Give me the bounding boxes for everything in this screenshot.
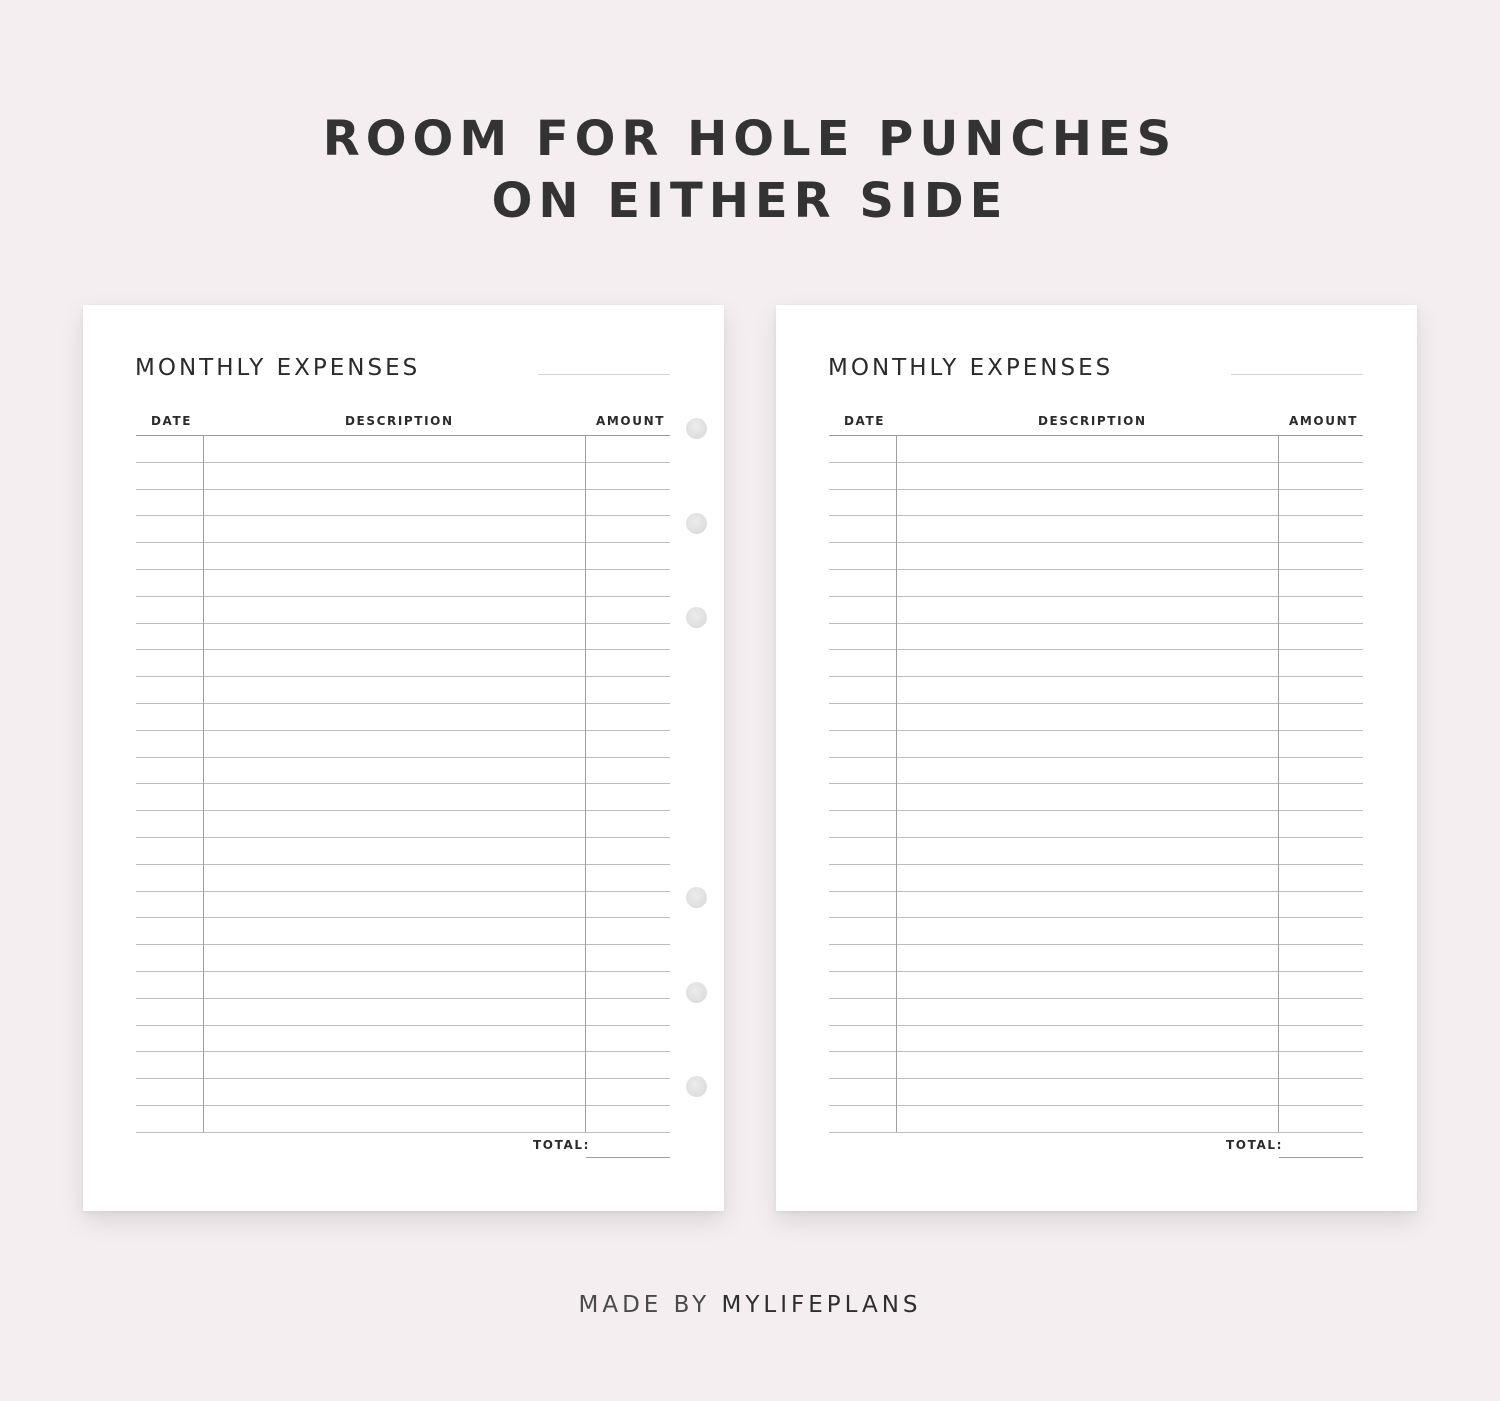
table-row	[136, 999, 670, 1026]
amount-column-divider	[585, 436, 586, 1132]
table-row	[136, 918, 670, 945]
table-row	[829, 543, 1363, 570]
footer-credit	[0, 1292, 1500, 1318]
table-row	[136, 1079, 670, 1106]
table-row	[136, 463, 670, 490]
table-row	[829, 758, 1363, 785]
expense-table	[829, 435, 1363, 1132]
table-row	[136, 838, 670, 865]
table-row	[136, 436, 670, 463]
table-row	[136, 865, 670, 892]
column-header-description: DESCRIPTION	[1038, 414, 1147, 428]
table-row	[136, 650, 670, 677]
table-row	[136, 597, 670, 624]
table-row	[136, 892, 670, 919]
table-row	[136, 516, 670, 543]
table-row	[136, 758, 670, 785]
table-row	[829, 972, 1363, 999]
column-header-description: DESCRIPTION	[345, 414, 454, 428]
table-row	[829, 838, 1363, 865]
table-row	[136, 784, 670, 811]
table-row	[136, 1106, 670, 1133]
table-row	[829, 811, 1363, 838]
table-row	[829, 918, 1363, 945]
table-row	[136, 624, 670, 651]
date-column-divider	[203, 436, 204, 1132]
total-blank-line	[586, 1157, 670, 1158]
table-row	[829, 436, 1363, 463]
column-header-date: DATE	[151, 414, 193, 428]
hole-punch	[686, 607, 707, 628]
table-row	[136, 811, 670, 838]
planner-sheet-right	[776, 305, 1417, 1211]
table-row	[829, 892, 1363, 919]
column-header-amount: AMOUNT	[596, 414, 666, 428]
planner-sheet-left	[83, 305, 724, 1211]
month-blank-line	[1231, 374, 1363, 375]
table-row	[829, 784, 1363, 811]
table-row	[829, 624, 1363, 651]
hole-punch	[686, 982, 707, 1003]
amount-column-divider	[1278, 436, 1279, 1132]
table-row	[829, 463, 1363, 490]
month-blank-line	[538, 374, 670, 375]
table-row	[829, 704, 1363, 731]
hole-punch	[686, 1076, 707, 1097]
table-row	[829, 516, 1363, 543]
table-row	[829, 865, 1363, 892]
table-row	[829, 677, 1363, 704]
date-column-divider	[896, 436, 897, 1132]
sheet-title: MONTHLY EXPENSES	[135, 355, 421, 381]
column-header-amount: AMOUNT	[1289, 414, 1359, 428]
total-blank-line	[1279, 1157, 1363, 1158]
table-row	[829, 1026, 1363, 1053]
table-row	[136, 704, 670, 731]
table-row	[136, 677, 670, 704]
table-row	[829, 999, 1363, 1026]
total-label: TOTAL:	[533, 1138, 590, 1152]
table-row	[829, 570, 1363, 597]
hole-punch	[686, 418, 707, 439]
headline-line-1: ROOM FOR HOLE PUNCHES	[322, 111, 1178, 167]
table-row	[136, 1026, 670, 1053]
headline-line-2: ON EITHER SIDE	[491, 173, 1009, 229]
hole-punch	[686, 513, 707, 534]
expense-table	[136, 435, 670, 1132]
hole-punch	[686, 887, 707, 908]
table-row	[829, 597, 1363, 624]
footer-brand: MYLIFEPLANS	[721, 1292, 922, 1318]
table-row	[829, 731, 1363, 758]
total-label: TOTAL:	[1226, 1138, 1283, 1152]
table-row	[136, 945, 670, 972]
column-header-date: DATE	[844, 414, 886, 428]
table-row	[136, 1052, 670, 1079]
headline	[0, 108, 1500, 232]
table-row	[829, 945, 1363, 972]
table-row	[829, 1052, 1363, 1079]
table-row	[136, 570, 670, 597]
table-row	[136, 731, 670, 758]
table-row	[136, 490, 670, 517]
sheet-title: MONTHLY EXPENSES	[828, 355, 1114, 381]
table-row	[829, 490, 1363, 517]
footer-prefix: MADE BY	[578, 1292, 711, 1318]
table-row	[829, 1106, 1363, 1133]
table-row	[136, 543, 670, 570]
table-row	[829, 1079, 1363, 1106]
table-row	[136, 972, 670, 999]
table-row	[829, 650, 1363, 677]
